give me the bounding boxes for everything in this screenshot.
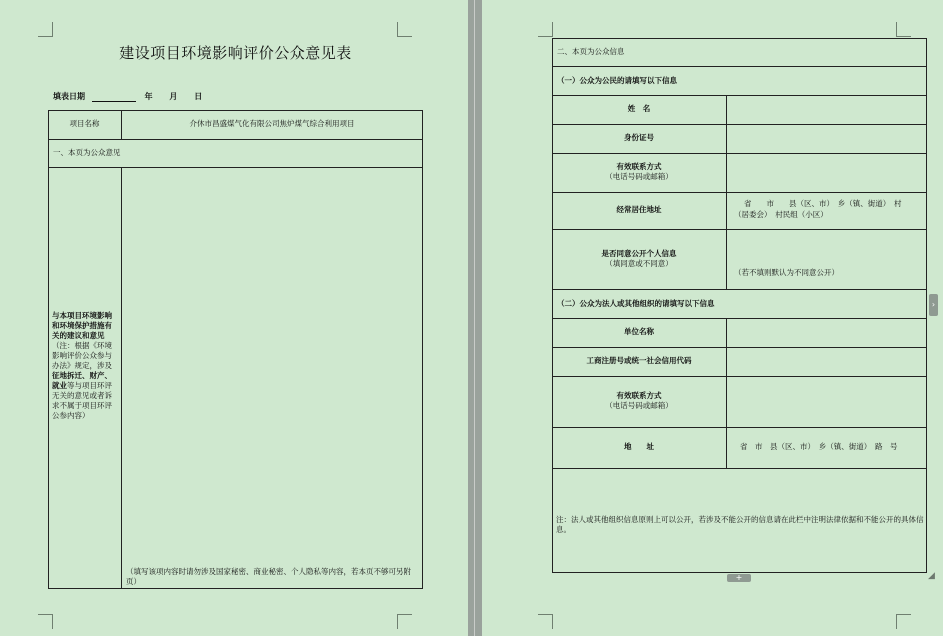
day-label: 日 [194, 92, 203, 101]
contact-label: 有效联系方式 [616, 162, 662, 171]
crop-mark [538, 22, 553, 37]
org-code-field[interactable] [727, 348, 926, 375]
crop-mark [38, 22, 53, 37]
add-page-button[interactable]: + [727, 574, 751, 582]
row-divider [48, 139, 423, 140]
crop-mark [38, 614, 53, 629]
section1-title: 一、本页为公众意见 [53, 148, 121, 157]
consent-hint: （填同意或不同意） [605, 259, 673, 268]
month-label: 月 [169, 92, 178, 101]
opinion-label-tail: 等与项目环评无关的意见或者诉求不属于项目环评公参内容） [52, 381, 112, 420]
address-label: 地 址 [624, 442, 654, 451]
opinion-label-emphasis: 征地拆迁、财产、就业 [52, 371, 112, 390]
row-divider [552, 427, 927, 428]
opinion-input-area[interactable] [122, 168, 422, 563]
consent-field[interactable] [727, 230, 926, 266]
crop-mark [397, 614, 412, 629]
expand-arrow-icon[interactable]: › [929, 294, 938, 316]
org-note: 注：法人或其他组织信息原则上可以公开，若涉及不能公开的信息请在此栏中注明法律依据和不能公开的具体信息。 [556, 515, 924, 534]
address-value[interactable]: 省 市 县（区、市） 乡（镇、街道） 路 号 [740, 442, 898, 451]
org-contact-label: 有效联系方式 [616, 391, 662, 400]
opinion-label [52, 311, 118, 421]
page-gap-line [474, 0, 475, 636]
residence-value-line2[interactable]: （居委会） 村民组（小区） [734, 210, 828, 219]
opinion-label-main: 与本项目环境影响和环境保护措施有关的建议和意见 [52, 311, 112, 340]
citizen-header: （一）公众为公民的请填写以下信息 [557, 76, 677, 85]
org-header: （二）公众为法人或其他组织的请填写以下信息 [557, 299, 715, 308]
crop-mark [538, 614, 553, 629]
project-name-value[interactable]: 介休市昌盛煤气化有限公司焦炉煤气综合利用项目 [189, 119, 355, 128]
org-contact-field[interactable] [727, 377, 926, 426]
consent-default: （若不填则默认为不同意公开） [734, 268, 839, 277]
row-divider [552, 192, 927, 193]
year-label: 年 [144, 92, 153, 101]
row-divider [552, 289, 927, 290]
contact-field[interactable] [727, 154, 926, 191]
resize-grip-icon[interactable]: ◢ [928, 571, 935, 581]
section2-title: 二、本页为公众信息 [557, 47, 625, 56]
id-label: 身份证号 [624, 133, 654, 142]
row-divider [552, 468, 927, 469]
org-code-label: 工商注册号或统一社会信用代码 [586, 356, 692, 365]
opinion-label-note: （注：根据《环境影响评价公众参与办法》规定，涉及 [52, 341, 112, 370]
residence-value-line1[interactable]: 省 市 县（区、市） 乡（镇、街道） 村 [744, 199, 902, 208]
name-label: 姓 名 [627, 104, 651, 113]
form-title: 建设项目环境影响评价公众意见表 [119, 44, 352, 62]
residence-label: 经常居住地址 [616, 205, 662, 214]
org-name-label: 单位名称 [624, 327, 654, 336]
date-blank[interactable] [92, 93, 136, 102]
project-name-label: 项目名称 [69, 119, 100, 128]
page-gap [468, 0, 482, 636]
fill-date-label: 填表日期 [53, 92, 85, 101]
org-name-field[interactable] [727, 319, 926, 346]
page-2 [482, 0, 943, 636]
opinion-footer: （填写该项内容时请勿涉及国家秘密、商业秘密、个人隐私等内容，若本页不够可另附页） [126, 567, 411, 586]
name-field[interactable] [727, 96, 926, 123]
crop-mark [397, 22, 412, 37]
contact-hint: （电话号码或邮箱） [605, 172, 673, 181]
id-field[interactable] [727, 125, 926, 152]
row-divider [552, 66, 927, 67]
page-1 [0, 0, 468, 636]
crop-mark [896, 22, 911, 37]
fill-date [53, 91, 202, 102]
crop-mark [896, 614, 911, 629]
consent-label: 是否同意公开个人信息 [601, 249, 677, 258]
org-contact-hint: （电话号码或邮箱） [605, 401, 673, 410]
